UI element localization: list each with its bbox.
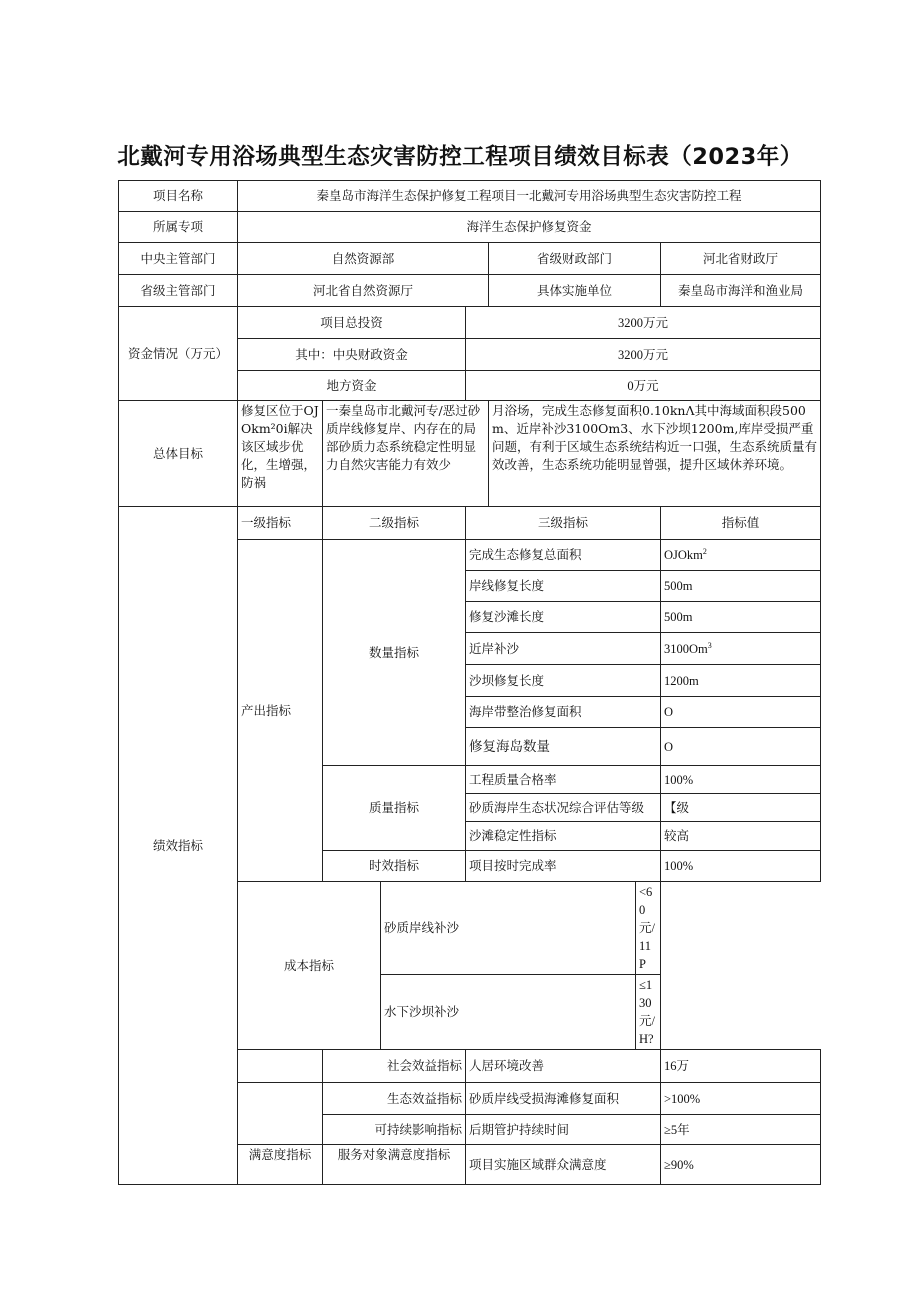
funds-total-value: 3200万元 (466, 307, 821, 339)
prov-finance-label: 省级财政部门 (489, 243, 661, 275)
timeliness-indicator-label: 时效指标 (323, 851, 466, 882)
performance-table (118, 180, 821, 1185)
prov-finance-value: 河北省财政厅 (661, 243, 821, 275)
prov-dept-value: 河北省自然资源厅 (238, 275, 489, 307)
quality-item-name: 工程质量合格率 (466, 766, 661, 794)
overall-goal-col1: 修复区位于OJOkm²0i解决该区域步优化，生增强，防祸 (238, 401, 323, 507)
eco-item-name: 砂质岸线受损海滩修复面积 (466, 1083, 661, 1115)
cost-item-name: 水下沙坝补沙 (381, 975, 636, 1050)
quality-item-value: 100% (661, 766, 821, 794)
quantity-item-value: 3100Om$^3$ (661, 633, 821, 665)
funds-local-label: 地方资金 (238, 371, 466, 401)
quality-item-name: 沙滩稳定性指标 (466, 822, 661, 851)
social-indicator-label: 社会效益指标 (323, 1050, 466, 1083)
timeliness-item-name: 项目按时完成率 (466, 851, 661, 882)
quantity-item-name: 完成生态修复总面积 (466, 540, 661, 571)
prov-dept-label: 省级主管部门 (119, 275, 238, 307)
quality-item-value: 较高 (661, 822, 821, 851)
sustain-item-value: ≥5年 (661, 1115, 821, 1145)
quantity-item-name: 岸线修复长度 (466, 571, 661, 602)
satisfaction-level2-label: 服务对象满意度指标 (323, 1145, 466, 1185)
quantity-item-value: O (661, 697, 821, 728)
project-name-value: 秦皇岛市海洋生态保护修复工程项目一北戴河专用浴场典型生态灾害防控工程 (238, 181, 821, 212)
funds-central-label: 其中：中央财政资金 (238, 339, 466, 371)
quantity-item-value: 500m (661, 602, 821, 633)
quantity-indicator-label: 数量指标 (323, 540, 466, 766)
perf-header-level2: 二级指标 (323, 507, 466, 540)
quantity-item-name: 修复沙滩长度 (466, 602, 661, 633)
special-fund-label: 所属专项 (119, 212, 238, 243)
quantity-item-name: 修复海岛数量 (466, 728, 661, 766)
perf-header-value: 指标值 (661, 507, 821, 540)
cost-indicator-label: 成本指标 (238, 882, 381, 1050)
perf-header-level3: 三级指标 (466, 507, 661, 540)
funds-total-label: 项目总投资 (238, 307, 466, 339)
eco-indicator-label: 生态效益指标 (323, 1083, 466, 1115)
quality-item-value: 【级 (661, 794, 821, 822)
quantity-item-value: OJOkm$^2$ (661, 540, 821, 571)
perf-header-level1: 一级指标 (238, 507, 323, 540)
page-title: 北戴河专用浴场典型生态灾害防控工程项目绩效目标表（2023年） (117, 144, 803, 170)
social-item-name: 人居环境改善 (466, 1050, 661, 1083)
cost-item-name: 砂质岸线补沙 (381, 882, 636, 975)
sustain-item-name: 后期管护持续时间 (466, 1115, 661, 1145)
funds-central-value: 3200万元 (466, 339, 821, 371)
central-dept-value: 自然资源部 (238, 243, 489, 275)
quantity-item-name: 沙坝修复长度 (466, 665, 661, 697)
output-indicator-label: 产出指标 (238, 540, 323, 882)
quantity-item-value: 500m (661, 571, 821, 602)
satisfaction-level1-label: 满意度指标 (238, 1145, 323, 1185)
cost-item-value: <60元/11P (636, 882, 661, 975)
funds-local-value: 0万元 (466, 371, 821, 401)
quantity-item-name: 海岸带整治修复面积 (466, 697, 661, 728)
overall-goal-col3: 月浴场，完成生态修复面积0.10knΛ其中海域面积段500m、近岸补沙3100Om3、水下沙坝1200m,库岸受损严重问题，有利于区域生态系统结构近一口强，生态系统质量有效改善，生态系统功能明显曾强，提升区域休养环境。 (489, 401, 821, 507)
cost-item-value: ≤130元/H? (636, 975, 661, 1050)
benefit-indicator-blank-2 (238, 1083, 323, 1145)
sustain-indicator-label: 可持续影响指标 (323, 1115, 466, 1145)
satisfaction-item-name: 项目实施区域群众满意度 (466, 1145, 661, 1185)
quality-item-name: 砂质海岸生态状况综合评估等级 (466, 794, 661, 822)
timeliness-item-value: 100% (661, 851, 821, 882)
eco-item-value: >100% (661, 1083, 821, 1115)
impl-unit-value: 秦皇岛市海洋和渔业局 (661, 275, 821, 307)
benefit-indicator-blank (238, 1050, 323, 1083)
social-item-value: 16万 (661, 1050, 821, 1083)
funds-label: 资金情况（万元） (119, 307, 238, 401)
central-dept-label: 中央主管部门 (119, 243, 238, 275)
overall-goal-label: 总体目标 (119, 401, 238, 507)
special-fund-value: 海洋生态保护修复资金 (238, 212, 821, 243)
quantity-item-value: 1200m (661, 665, 821, 697)
overall-goal-col2: 一秦皇岛市北戴河专/恶过砂质岸线修复岸、内存在的局部砂质力态系统稳定性明显力自然灾害能力有效少 (323, 401, 489, 507)
quantity-item-value: O (661, 728, 821, 766)
perf-label: 绩效指标 (119, 507, 238, 1185)
quality-indicator-label: 质量指标 (323, 766, 466, 851)
project-name-label: 项目名称 (119, 181, 238, 212)
quantity-item-name: 近岸补沙 (466, 633, 661, 665)
satisfaction-item-value: ≥90% (661, 1145, 821, 1185)
impl-unit-label: 具体实施单位 (489, 275, 661, 307)
